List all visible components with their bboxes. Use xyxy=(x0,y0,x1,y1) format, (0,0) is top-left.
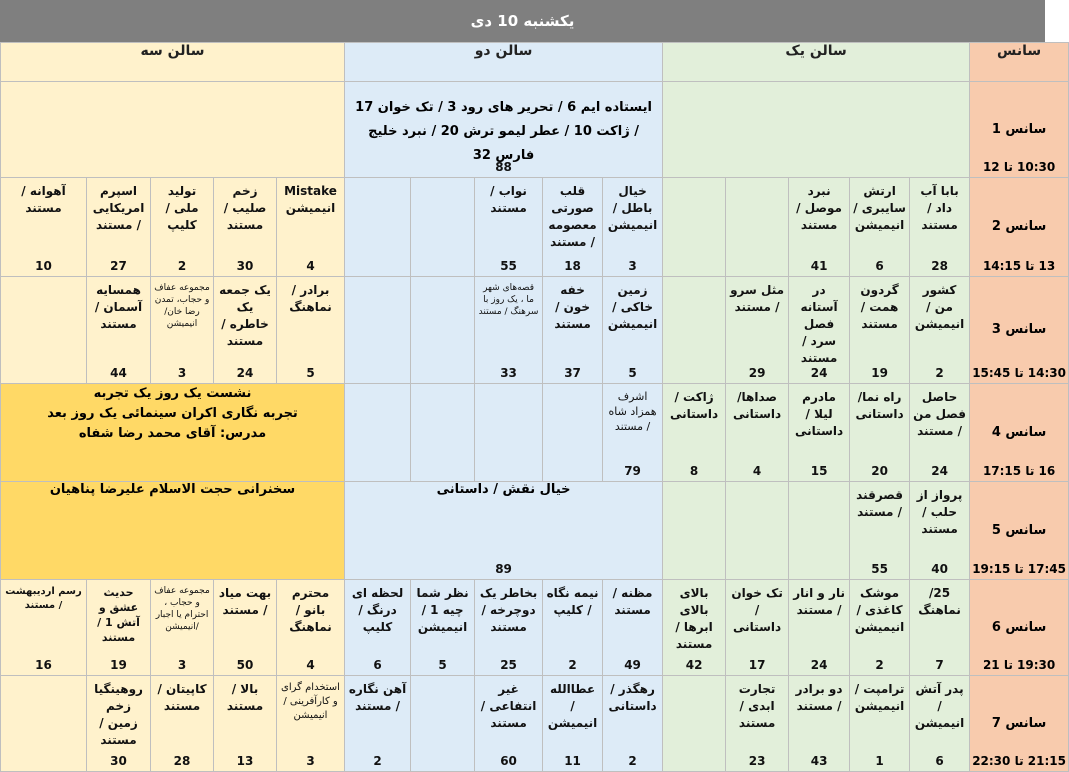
film-count: 50 xyxy=(236,658,254,672)
bundle-count: 88 xyxy=(495,160,512,174)
film-count: 24 xyxy=(931,464,948,478)
film-count: 10 xyxy=(35,259,52,273)
bundle-title: ایستاده ایم 6 / تحریر های رود 3 / تک خوان 17 / ژاکت 10 / عطر لیمو ترش 20 / نبرد خلیج فارس 32 xyxy=(355,100,652,163)
film-cell[interactable] xyxy=(475,277,543,384)
film-cell[interactable] xyxy=(603,277,663,384)
film-count: 4 xyxy=(306,658,315,672)
film-title: زمین خاکی / انیمیشن xyxy=(607,283,658,331)
film-count: 19 xyxy=(871,366,888,380)
session-label-5 xyxy=(970,482,1069,580)
film-count: 41 xyxy=(810,259,828,273)
film-count: 19 xyxy=(110,658,127,672)
session-row-1 xyxy=(1,82,1069,178)
film-cell[interactable] xyxy=(910,277,970,384)
film-count: 37 xyxy=(564,366,581,380)
film-count: 28 xyxy=(173,754,191,768)
film-cell[interactable] xyxy=(543,580,603,676)
empty-cell xyxy=(411,384,475,482)
session-name: سانس 4 xyxy=(991,424,1047,440)
film-cell[interactable] xyxy=(726,676,789,772)
film-title: خفه خون / مستند xyxy=(554,283,591,331)
film-cell[interactable] xyxy=(1,178,87,277)
header-row xyxy=(1,43,1069,82)
film-count: 3 xyxy=(177,658,187,672)
film-title: مظنه / مستند xyxy=(612,586,653,617)
film-title: بخاطر یک دوچرخه / مستند xyxy=(479,586,538,634)
film-cell[interactable] xyxy=(214,277,277,384)
film-cell[interactable] xyxy=(850,178,910,277)
film-title: غیر انتفاعی / مستند xyxy=(480,682,537,730)
film-cell[interactable] xyxy=(850,676,910,772)
film-cell[interactable] xyxy=(277,178,345,277)
film-title: دو برادر / مستند xyxy=(795,682,843,713)
film-count: 2 xyxy=(568,658,577,672)
film-title: نار و انار / مستند xyxy=(793,586,845,617)
hall-three-empty xyxy=(1,82,345,178)
film-title: رهگذر / داستانی xyxy=(608,682,657,713)
film-count: 55 xyxy=(871,562,888,576)
film-title: حدیث عشق و آتش 1 / مستند xyxy=(97,586,140,644)
film-cell[interactable] xyxy=(277,580,345,676)
film-cell[interactable] xyxy=(151,277,214,384)
film-count: 60 xyxy=(500,754,517,768)
header-sans: سانس xyxy=(970,43,1069,82)
film-title: قصه‌های شهر ما ، یک روز با سرهنگ / مستند xyxy=(478,283,539,317)
empty-cell xyxy=(726,178,789,277)
film-title: استخدام گرای و کارآفرینی / انیمیشن xyxy=(281,682,340,721)
film-count: 16 xyxy=(35,658,52,672)
film-count: 5 xyxy=(306,366,315,380)
film-title: خیال نقش / داستانی xyxy=(436,482,571,497)
session-label-4 xyxy=(970,384,1069,482)
film-title: رسم اردیبهشت / مستند xyxy=(5,586,82,611)
film-cell[interactable] xyxy=(87,178,151,277)
film-count: 27 xyxy=(110,259,127,273)
film-title: تک خوان / داستانی xyxy=(731,586,783,634)
workshop-event[interactable] xyxy=(1,384,345,482)
film-title: زخم صلیب / مستند xyxy=(223,184,267,232)
film-count: 24 xyxy=(810,658,828,672)
film-cell[interactable] xyxy=(214,178,277,277)
film-cell[interactable] xyxy=(850,482,910,580)
session-time: 10:30 تا 12 xyxy=(982,160,1056,174)
film-count: 40 xyxy=(931,562,948,576)
header-hall-one: سالن یک xyxy=(663,43,970,82)
film-count: 6 xyxy=(373,658,382,672)
film-title: قلب صورتی معصومه / مستند xyxy=(548,184,597,249)
film-title: مادرم لیلا /داستانی xyxy=(795,390,844,438)
film-cell[interactable] xyxy=(214,580,277,676)
film-title: گردون همت / مستند xyxy=(860,283,899,331)
film-count: 30 xyxy=(110,754,127,768)
film-title: صداها/ داستانی xyxy=(733,390,782,421)
session-row-3 xyxy=(1,277,1069,384)
session-label-3 xyxy=(970,277,1069,384)
film-title: نبرد موصل / مستند xyxy=(796,184,842,232)
film-cell[interactable] xyxy=(151,178,214,277)
session-label-6 xyxy=(970,580,1069,676)
empty-cell xyxy=(543,384,603,482)
empty-cell xyxy=(663,178,726,277)
film-title: روهینگیا زخم زمین / مستند xyxy=(94,682,143,747)
session-time: 19:30 تا 21 xyxy=(982,658,1056,672)
film-count: 5 xyxy=(438,658,447,672)
film-cell[interactable] xyxy=(850,277,910,384)
film-cell[interactable] xyxy=(543,676,603,772)
film-title: راه نما/ داستانی xyxy=(855,390,904,421)
session-row-5 xyxy=(1,482,1069,580)
film-count: 4 xyxy=(752,464,762,478)
film-title: قصرقند / مستند xyxy=(856,488,903,519)
film-title: تجارت ابدی / مستند xyxy=(738,682,776,730)
session-label-2 xyxy=(970,178,1069,277)
film-count: 2 xyxy=(935,366,944,380)
film-title: مثل سرو / مستند xyxy=(730,283,785,314)
event-line: مدرس: آقای محمد رضا شفاه xyxy=(78,426,267,441)
film-cell[interactable] xyxy=(543,178,603,277)
film-cell[interactable] xyxy=(789,277,850,384)
film-title: نظر شما چیه 1 / انیمیشن xyxy=(416,586,469,634)
film-count: 11 xyxy=(564,754,581,768)
empty-cell xyxy=(789,482,850,580)
film-title: بهت میاد / مستند xyxy=(218,586,272,617)
empty-cell xyxy=(345,384,411,482)
film-cell[interactable] xyxy=(726,580,789,676)
session-label-7 xyxy=(970,676,1069,772)
session-name: سانس 2 xyxy=(991,219,1047,235)
page-title: یکشنبه 10 دی xyxy=(0,0,1045,42)
film-count: 24 xyxy=(810,366,828,380)
film-cell[interactable] xyxy=(726,384,789,482)
film-cell[interactable] xyxy=(603,676,663,772)
film-bundle[interactable] xyxy=(345,82,663,178)
event-line: نشست یک روز یک تجربه xyxy=(93,386,252,401)
film-cell[interactable] xyxy=(345,676,411,772)
film-cell[interactable] xyxy=(475,580,543,676)
film-title: 25/ نماهنگ xyxy=(918,586,961,617)
film-cell[interactable] xyxy=(214,676,277,772)
session-time: 17:45 تا 19:15 xyxy=(972,562,1066,576)
film-cell-wide[interactable] xyxy=(345,482,663,580)
film-cell[interactable] xyxy=(789,178,850,277)
film-count: 33 xyxy=(500,366,517,380)
film-count: 6 xyxy=(875,259,884,273)
film-cell[interactable] xyxy=(277,676,345,772)
film-title: مجموعه عفاف و حجاب ، احترام یا اجبار /انیمیشن xyxy=(154,586,210,632)
film-cell[interactable] xyxy=(603,384,663,482)
film-cell[interactable] xyxy=(850,580,910,676)
film-title: Mistake انیمیشن xyxy=(284,184,337,215)
event-title: سخنرانی حجت الاسلام علیرضا پناهیان xyxy=(49,482,296,497)
film-cell[interactable] xyxy=(87,277,151,384)
film-cell[interactable] xyxy=(663,384,726,482)
header-hall-two: سالن دو xyxy=(345,43,663,82)
film-title: نیمه نگاه / کلیپ xyxy=(546,586,599,617)
film-cell[interactable] xyxy=(910,676,970,772)
film-count: 30 xyxy=(236,259,254,273)
film-count: 42 xyxy=(685,658,703,672)
session-name: سانس 7 xyxy=(991,715,1047,731)
film-cell[interactable] xyxy=(850,384,910,482)
empty-cell xyxy=(663,277,726,384)
session-time: 16 تا 17:15 xyxy=(982,464,1056,478)
film-count: 44 xyxy=(110,366,127,380)
film-count: 3 xyxy=(306,754,315,768)
film-title: یک جمعه یک خاطره / مستند xyxy=(219,283,271,348)
film-title: کشور من / انیمیشن xyxy=(914,283,965,331)
film-cell[interactable] xyxy=(1,580,87,676)
session-label-1 xyxy=(970,82,1069,178)
event-line: تجربه نگاری اکران سینمائی یک روز بعد xyxy=(47,406,298,421)
film-title: تولید ملی / کلیپ xyxy=(165,184,199,232)
film-count: 8 xyxy=(689,464,699,478)
film-title: در آستانه فصل سرد / مستند xyxy=(800,283,838,365)
film-count: 55 xyxy=(500,259,517,273)
film-cell[interactable] xyxy=(789,580,850,676)
film-title: خیال باطل / انیمیشن xyxy=(607,184,658,232)
session-time: 13 تا 14:15 xyxy=(982,259,1056,273)
film-title: پرواز از حلب / مستند xyxy=(916,488,963,536)
film-title: نواب / مستند xyxy=(490,184,527,215)
film-cell[interactable] xyxy=(87,676,151,772)
film-cell[interactable] xyxy=(910,482,970,580)
film-cell[interactable] xyxy=(151,580,214,676)
film-count: 1 xyxy=(875,754,884,768)
session-time: 14:30 تا 15:45 xyxy=(972,366,1066,380)
film-count: 2 xyxy=(628,754,637,768)
film-count: 43 xyxy=(810,754,828,768)
film-cell[interactable] xyxy=(475,676,543,772)
film-count: 49 xyxy=(624,658,641,672)
empty-cell xyxy=(345,277,411,384)
film-cell[interactable] xyxy=(726,277,789,384)
session-name: سانس 5 xyxy=(991,522,1047,538)
film-title: حاصل فصل من / مستند xyxy=(913,390,966,438)
empty-cell xyxy=(726,482,789,580)
film-cell[interactable] xyxy=(151,676,214,772)
session-row-2 xyxy=(1,178,1069,277)
film-title: ترامپت / انیمیشن xyxy=(854,682,905,713)
film-title: پدر آتش / انیمیشن xyxy=(914,682,965,730)
empty-cell xyxy=(475,384,543,482)
film-title: اشرف همزاد شاه / مستند xyxy=(608,390,657,433)
film-count: 18 xyxy=(564,259,581,273)
empty-cell xyxy=(663,676,726,772)
film-count: 6 xyxy=(935,754,944,768)
film-cell[interactable] xyxy=(789,676,850,772)
film-title: آهن نگاره / مستند xyxy=(348,682,407,713)
film-title: برادر / نماهنگ xyxy=(289,283,332,314)
film-cell[interactable] xyxy=(603,178,663,277)
film-title: عطاالله / انیمیشن xyxy=(547,682,598,730)
film-cell[interactable] xyxy=(910,178,970,277)
film-cell[interactable] xyxy=(663,580,726,676)
film-cell[interactable] xyxy=(543,277,603,384)
film-cell[interactable] xyxy=(277,277,345,384)
film-title: محترم بانو / نماهنگ xyxy=(289,586,332,634)
film-count: 3 xyxy=(628,259,637,273)
film-cell[interactable] xyxy=(789,384,850,482)
film-cell[interactable] xyxy=(910,384,970,482)
film-count: 2 xyxy=(177,259,187,273)
schedule-table xyxy=(0,42,1069,772)
empty-cell xyxy=(411,178,475,277)
film-count: 24 xyxy=(236,366,254,380)
empty-cell xyxy=(1,676,87,772)
film-count: 15 xyxy=(810,464,828,478)
film-title: کاپیتان / مستند xyxy=(157,682,207,713)
header-hall-three: سالن سه xyxy=(1,43,345,82)
film-title: بالای بالای ابرها / مستند xyxy=(675,586,713,651)
session-row-6 xyxy=(1,580,1069,676)
film-count: 20 xyxy=(871,464,888,478)
film-title: بابا آب داد / مستند xyxy=(920,184,959,232)
session-name: سانس 1 xyxy=(991,121,1047,137)
film-cell[interactable] xyxy=(910,580,970,676)
film-title: مجموعه عفاف و حجاب، تمدن رضا خان/ انیمیشن xyxy=(154,283,210,329)
film-cell[interactable] xyxy=(475,178,543,277)
film-count: 25 xyxy=(500,658,517,672)
empty-cell xyxy=(411,277,475,384)
film-title: ژاکت / داستانی xyxy=(670,390,719,421)
film-count: 17 xyxy=(748,658,766,672)
lecture-event[interactable] xyxy=(1,482,345,580)
session-row-7 xyxy=(1,676,1069,772)
session-time: 21:15 تا 22:30 xyxy=(972,754,1066,768)
film-count: 79 xyxy=(624,464,641,478)
film-title: بالا / مستند xyxy=(226,682,264,713)
film-title: ارتش سایبری /انیمیشن xyxy=(853,184,906,232)
empty-cell xyxy=(345,178,411,277)
film-cell[interactable] xyxy=(87,580,151,676)
film-count: 13 xyxy=(236,754,254,768)
film-title: آهوانه / مستند xyxy=(21,184,66,215)
session-name: سانس 3 xyxy=(991,321,1047,337)
session-name: سانس 6 xyxy=(991,619,1047,635)
film-count: 4 xyxy=(306,259,315,273)
film-count: 29 xyxy=(748,366,766,380)
film-cell[interactable] xyxy=(345,580,411,676)
hall-one-empty xyxy=(663,82,970,178)
empty-cell xyxy=(663,482,726,580)
film-count: 7 xyxy=(935,658,944,672)
film-count: 3 xyxy=(177,366,187,380)
film-title: اسپرم امریکایی / مستند xyxy=(92,184,145,232)
film-title: لحظه ای درنگ / کلیپ xyxy=(351,586,404,634)
film-count: 28 xyxy=(931,259,948,273)
film-title: موشک کاغذی / انیمیشن xyxy=(854,586,905,634)
film-title: همسایه آسمان / مستند xyxy=(94,283,143,331)
empty-cell xyxy=(1,277,87,384)
film-count: 2 xyxy=(373,754,382,768)
film-count: 23 xyxy=(748,754,766,768)
film-count: 2 xyxy=(875,658,884,672)
film-cell[interactable] xyxy=(603,580,663,676)
film-count: 5 xyxy=(628,366,637,380)
session-row-4 xyxy=(1,384,1069,482)
empty-cell xyxy=(411,676,475,772)
film-cell[interactable] xyxy=(411,580,475,676)
film-count: 89 xyxy=(495,562,512,576)
